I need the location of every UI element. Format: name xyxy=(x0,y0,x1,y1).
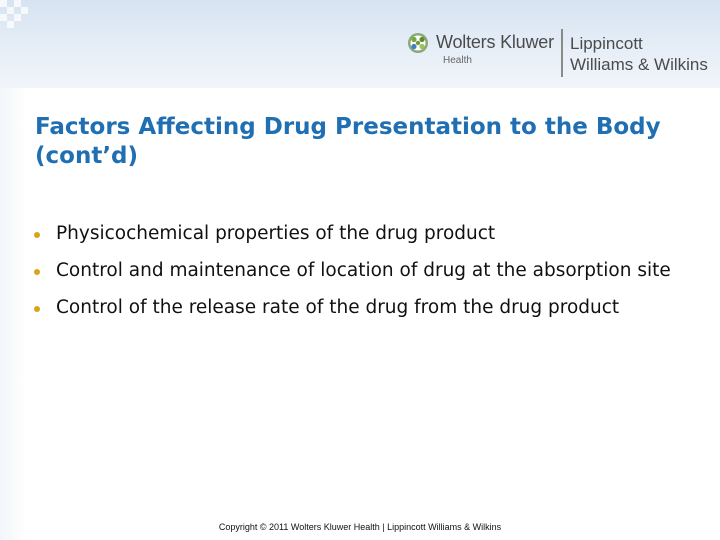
bullet-item xyxy=(32,259,692,283)
bullet-text: Control of the release rate of the drug from the drug product xyxy=(56,297,620,318)
bullet-icon xyxy=(34,269,40,275)
bullet-item xyxy=(32,222,692,246)
slide-title: Factors Affecting Drug Presentation to the Body (cont’d) xyxy=(35,114,661,169)
wolters-kluwer-logo-icon xyxy=(407,32,429,54)
bullet-text: Physicochemical properties of the drug product xyxy=(56,223,496,244)
bullet-list xyxy=(32,222,692,333)
imprint-line-1: Lippincott xyxy=(570,34,643,53)
corner-pattern xyxy=(0,0,26,26)
bullet-text: Control and maintenance of location of drug at the absorption site xyxy=(56,260,671,281)
left-accent-strip xyxy=(0,88,26,540)
publisher-name: Wolters Kluwer xyxy=(436,32,554,52)
bullet-item xyxy=(32,296,692,320)
logo-divider xyxy=(561,29,563,77)
bullet-icon xyxy=(34,306,40,312)
publisher-logo xyxy=(405,27,715,79)
copyright-text: Copyright © 2011 Wolters Kluwer Health | Lippincott Williams & Wilkins xyxy=(218,522,502,532)
footer xyxy=(0,522,720,532)
publisher-unit: Health xyxy=(443,55,472,66)
bullet-icon xyxy=(34,232,40,238)
imprint-line-2: Williams & Wilkins xyxy=(570,55,708,74)
